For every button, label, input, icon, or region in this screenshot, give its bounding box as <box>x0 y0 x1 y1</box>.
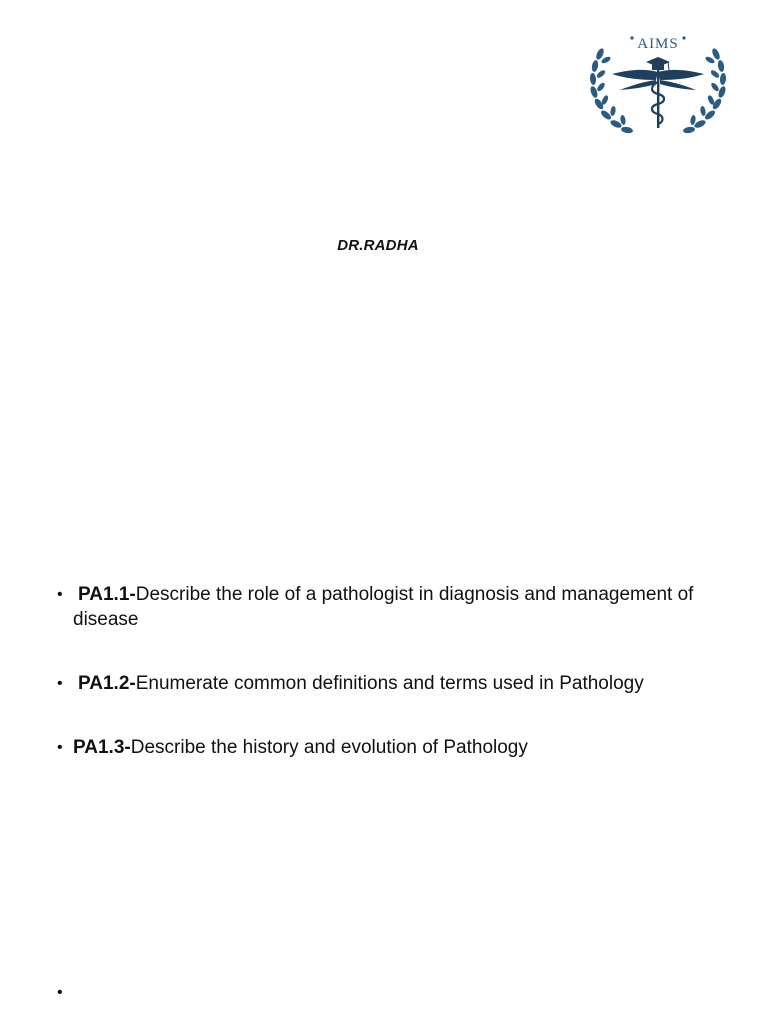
objective-item <box>57 671 737 696</box>
bullet-icon: • <box>57 586 63 603</box>
author-name: DR.RADHA <box>337 237 419 254</box>
objective-text: Describe the history and evolution of Pathology <box>130 737 528 758</box>
objective-code: PA1.1- <box>78 584 136 605</box>
objective-item <box>57 735 737 760</box>
objective-text: Enumerate common definitions and terms used in Pathology <box>135 673 644 694</box>
objective-code: PA1.2- <box>78 673 136 694</box>
bullet-icon: • <box>57 675 63 692</box>
objective-text: Describe the role of a pathologist in diagnosis and management of disease <box>73 584 694 630</box>
objective-item <box>57 582 717 632</box>
objective-code: PA1.3- <box>73 737 131 758</box>
empty-bullet-icon: • <box>57 984 63 1001</box>
aims-logo-text: AIMS <box>637 36 679 52</box>
bullet-icon: • <box>57 739 63 756</box>
